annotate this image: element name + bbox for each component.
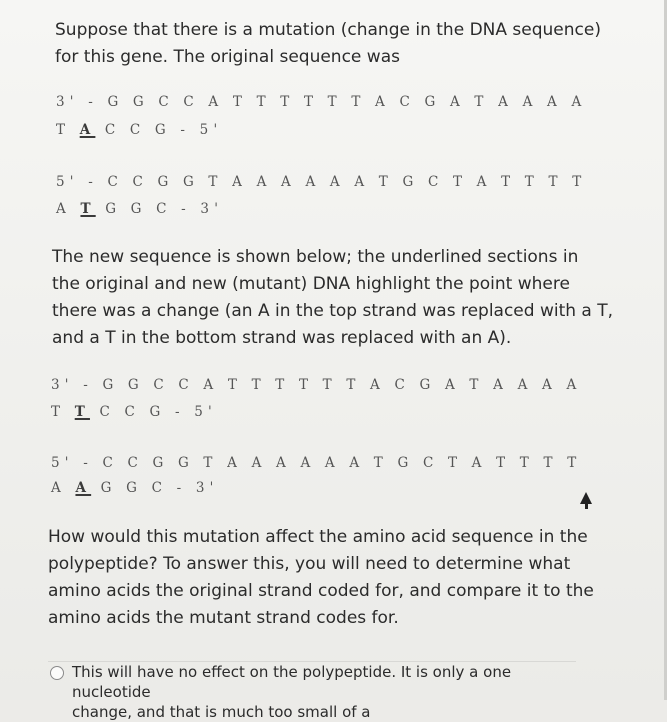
original-bottom-strand-line-1: 5' - C C G G T A A A A A A T G C T A T T T T: [56, 174, 587, 190]
original-top-strand-line-1: 3' - G G C C A T T T T T T A C G A T A A A A: [56, 94, 587, 110]
option-1-radio[interactable]: [50, 666, 64, 680]
mutant-top-strand-line-2: T T C C G - 5': [51, 404, 217, 420]
explanation-line-4: and a T in the bottom strand was replaced with an A).: [52, 328, 512, 348]
mutant-top-strand-line-1: 3' - G G C C A T T T T T T A C G A T A A A A: [51, 377, 582, 393]
explanation-line-2: the original and new (mutant) DNA highlight the point where: [52, 274, 570, 294]
option-1-label[interactable]: [72, 662, 582, 722]
original-bottom-mutation-site: T: [80, 201, 96, 217]
mutant-top-mutation-site: T: [74, 404, 90, 420]
question-line-3: amino acids the original strand coded for, and compare it to the: [48, 581, 594, 601]
mutant-bottom-mutation-site: A: [75, 480, 92, 496]
intro-line-1: Suppose that there is a mutation (change in the DNA sequence): [55, 20, 601, 40]
question-line-1: How would this mutation affect the amino acid sequence in the: [48, 527, 588, 547]
explanation-line-1: The new sequence is shown below; the underlined sections in: [52, 247, 579, 267]
mouse-cursor-icon: [580, 492, 592, 504]
original-bottom-strand-line-2: A T G G C - 3': [56, 201, 224, 217]
intro-line-2: for this gene. The original sequence was: [55, 47, 400, 67]
option-1-line-2: change, and that is much too small of a: [72, 703, 371, 721]
explanation-text: [52, 244, 613, 352]
question-line-4: amino acids the mutant strand codes for.: [48, 608, 399, 628]
intro-text: [55, 17, 601, 71]
question-text: [48, 524, 594, 632]
question-line-2: polypeptide? To answer this, you will need to determine what: [48, 554, 571, 574]
mutant-bottom-strand-line-1: 5' - C C G G T A A A A A A T G C T A T T T T: [51, 455, 582, 471]
original-top-mutation-site: A: [79, 122, 96, 138]
explanation-line-3: there was a change (an A in the top strand was replaced with a T,: [52, 301, 614, 321]
option-1-line-1: This will have no effect on the polypeptide. It is only a one nucleotide: [72, 663, 512, 701]
original-top-strand-line-2: T A C C G - 5': [56, 122, 223, 138]
mutant-bottom-strand-line-2: A A G G C - 3': [51, 480, 219, 496]
